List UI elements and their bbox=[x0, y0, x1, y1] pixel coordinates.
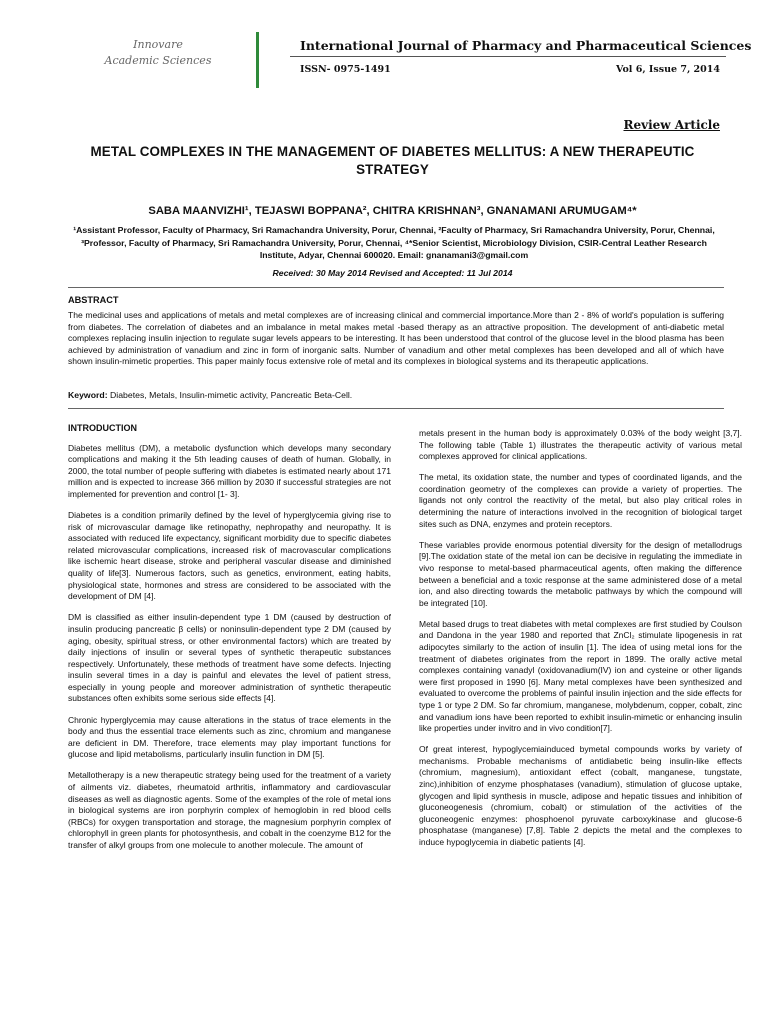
keywords bbox=[68, 390, 724, 400]
paragraph: These variables provide enormous potential diversity for the design of metallodrugs [9].The oxidation state of the metal ion can be decisive in regulating the immediate in vivo response to metal-based pharmaceutical agents, often making the difference between a beneficial and a toxic response at the same administered dose of a metal ion, and also directing towards the metabolic pathways by which the compound will be integrated [10]. bbox=[419, 539, 742, 608]
volume-issue: Vol 6, Issue 7, 2014 bbox=[615, 64, 720, 75]
logo-line-2: Academic Sciences bbox=[104, 54, 212, 67]
keywords-label: Keyword: bbox=[68, 390, 108, 400]
left-column bbox=[68, 423, 391, 861]
article-type: Review Article bbox=[623, 118, 720, 132]
authors: SABA MAANVIZHI¹, TEJASWI BOPPANA², CHITRA KRISHNAN³, GNANAMANI ARUMUGAM⁴* bbox=[148, 205, 637, 217]
paragraph: Diabetes is a condition primarily defined by the level of hyperglycemia giving rise to risk of microvascular damage like retinopathy, nephropathy and neuropathy. It is associated with reduced life expectancy, significant morbidity due to specific diabetes related microvascular complications, increased risk of macrovascular complications like ischemic heart disease, stroke and peripheral vascular disease and diminished quality of life[3]. Numerous factors, such as genetics, environment, eating habits, physiological state, hormones and stress are considered to be associated with the development of DM [4]. bbox=[68, 510, 391, 602]
issn: ISSN- 0975-1491 bbox=[300, 64, 391, 75]
abstract-body: The medicinal uses and applications of metals and metal complexes are of increasing clinical and commercial importance.More than 2 - 8% of world's population is suffering from diabetes. The correlation of diabetes and an imbalance in metal makes metal -based therapy as an attractive proposition. The development of anti-diabetic metal complexes replacing insulin injection to regulate sugar levels appears to be interesting. It has been understood that control of the glucose level in the blood plasma has been achieved by administration of vanadium and zinc in form of inorganic salts. Number of vanadium and other metal complexes has been developed and all of which have shown insulin-mimetic properties. This paper mainly focus extensive role of metal and its complexes in biological systems and its therapeutic applications. bbox=[68, 310, 724, 366]
affiliations: ¹Assistant Professor, Faculty of Pharmacy, Sri Ramachandra University, Porur, Chennai, ²Faculty of Pharmacy, Sri Ramachandra University, Porur, Chennai, ³Professor, Faculty of Pharmacy, Sri Ramachandra University, Porur, Chennai, ⁴*Senior Scientist, Microbiology Division, CSIR-Central Leather Research Institute, Adyar, Chennai 600020. Email: gnanamani3@gmail.com bbox=[73, 225, 715, 261]
paragraph: Chronic hyperglycemia may cause alterations in the status of trace elements in the body and thus the essential trace elements such as zinc, chromium and manganese are deficient in DM. Therefore, trace elements may play important functions for glucose and lipid metabolisms, particularly insulin function in DM [5]. bbox=[68, 714, 391, 760]
paragraph: Of great interest, hypoglycemiainduced bymetal compounds works by variety of mechanisms. Probable mechanisms of antidiabetic being insulin-like effects (chromium, magnesium), antioxidant effect (cobalt, manganese, tungstate, zinc),inhibition of enzyme phosphatases (vanadium), stimulation of glucose uptake, glycogen and lipid synthesis in muscle, adipose and hepatic tissues and inhibition of gluconeogenesis (chromium, cobalt) or stimulation of the activities of the gluconeogenic enzymes: phosphoenol pyruvate carboxykinase and glucose-6 phosphatase (manganese) [7,8]. Table 2 depicts the metal and the complexes to induce hypoglycemia in diabetic patients [4]. bbox=[419, 744, 742, 847]
abstract-bottom-rule bbox=[68, 408, 724, 409]
logo-line-1: Innovare bbox=[133, 38, 183, 51]
keywords-list: Diabetes, Metals, Insulin-mimetic activity, Pancreatic Beta-Cell. bbox=[107, 390, 353, 400]
publisher-logo bbox=[60, 32, 259, 88]
paragraph: Diabetes mellitus (DM), a metabolic dysfunction which develops many secondary complications and making it the 5th leading causes of death of human. Globally, in 2000, the total number of people suffering with diabetes is estimated nearly about 171 million and is expected to increase 366 million by 2030 if successful strategies are not implemented for prevention and control [1- 3]. bbox=[68, 442, 391, 499]
paper-title: METAL COMPLEXES IN THE MANAGEMENT OF DIABETES MELLITUS: A NEW THERAPEUTIC STRATEGY bbox=[90, 144, 695, 177]
paragraph: The metal, its oxidation state, the number and types of coordinated ligands, and the coordination geometry of the complexes can provide a variety of properties. The ligands not only control the reactivity of the metal, but also play critical roles in determining the nature of interactions involved in the recognition of biological target sites such as DNA, enzymes and protein receptors. bbox=[419, 472, 742, 529]
right-column bbox=[419, 428, 742, 858]
paragraph: Metallotherapy is a new therapeutic strategy being used for the treatment of a variety of ailments viz. diabetes, rheumatoid arthritis, inflammatory and cardiovascular diseases as well as diagnostic agents. Some of the examples of the role of metal ions in biological systems are iron porphyrin complex of hemoglobin in red blood cells (RBCs) for oxygen transportation and storage, the magnesium porphyrin complex of chlorophyll in green plants for photosynthesis, and cobalt in the coenzyme B12 for the transfer of alkyl groups from one molecule to another molecule. The amount of bbox=[68, 770, 391, 850]
paragraph: metals present in the human body is approximately 0.03% of the body weight [3,7]. The following table (Table 1) illustrates the therapeutic activity of various metal complexes approved for clinical applications. bbox=[419, 428, 742, 462]
journal-title: International Journal of Pharmacy and Pharmaceutical Sciences bbox=[300, 38, 752, 53]
abstract-top-rule bbox=[68, 287, 724, 288]
introduction-heading: INTRODUCTION bbox=[68, 423, 137, 433]
paragraph: Metal based drugs to treat diabetes with metal complexes are first studied by Coulson and Dandona in the year 1980 and reported that ZnCl₂ stimulate lipogenesis in rat adipocytes similarly to the action of insulin [1]. The idea of using metal ions for the treatment of diabetes originates from the report in 1899. The orally active metal complexes containing vanadyl (oxidovanadium(IV) ion and cysteine or other ligands were first proposed in 1990 [6]. Many metal complexes have been synthesized and evaluated to overcome the problems of painful insulin injection and the side effects for type 1 or type 2 DM. So far chromium, manganese, molybdenum, copper, cobalt, zinc and vanadium ions have been reported to exhibit insulin-mimetic or enhancing insulin like properties under invitro and in vivo condition[7]. bbox=[419, 618, 742, 734]
header-divider bbox=[290, 56, 726, 57]
abstract-heading: ABSTRACT bbox=[68, 295, 119, 305]
received-dates: Received: 30 May 2014 Revised and Accepted: 11 Jul 2014 bbox=[272, 268, 513, 278]
paragraph: DM is classified as either insulin-dependent type 1 DM (caused by destruction of insulin producing pancreatic β cells) or noninsulin-dependent type 2 DM (caused by aging, obesity, spiritual stress, or other environmental factors) which are treated by daily injections of insulin or several types of synthetic therapeutic substances respectively. Unfortunately, these methods of treatment have some defects. Injecting insulin several times in a day is painful and elevates the level of patient stress, especially in young people and moreover administration of synthetic therapeutic substances often exhibits some serious side effects [4]. bbox=[68, 612, 391, 704]
